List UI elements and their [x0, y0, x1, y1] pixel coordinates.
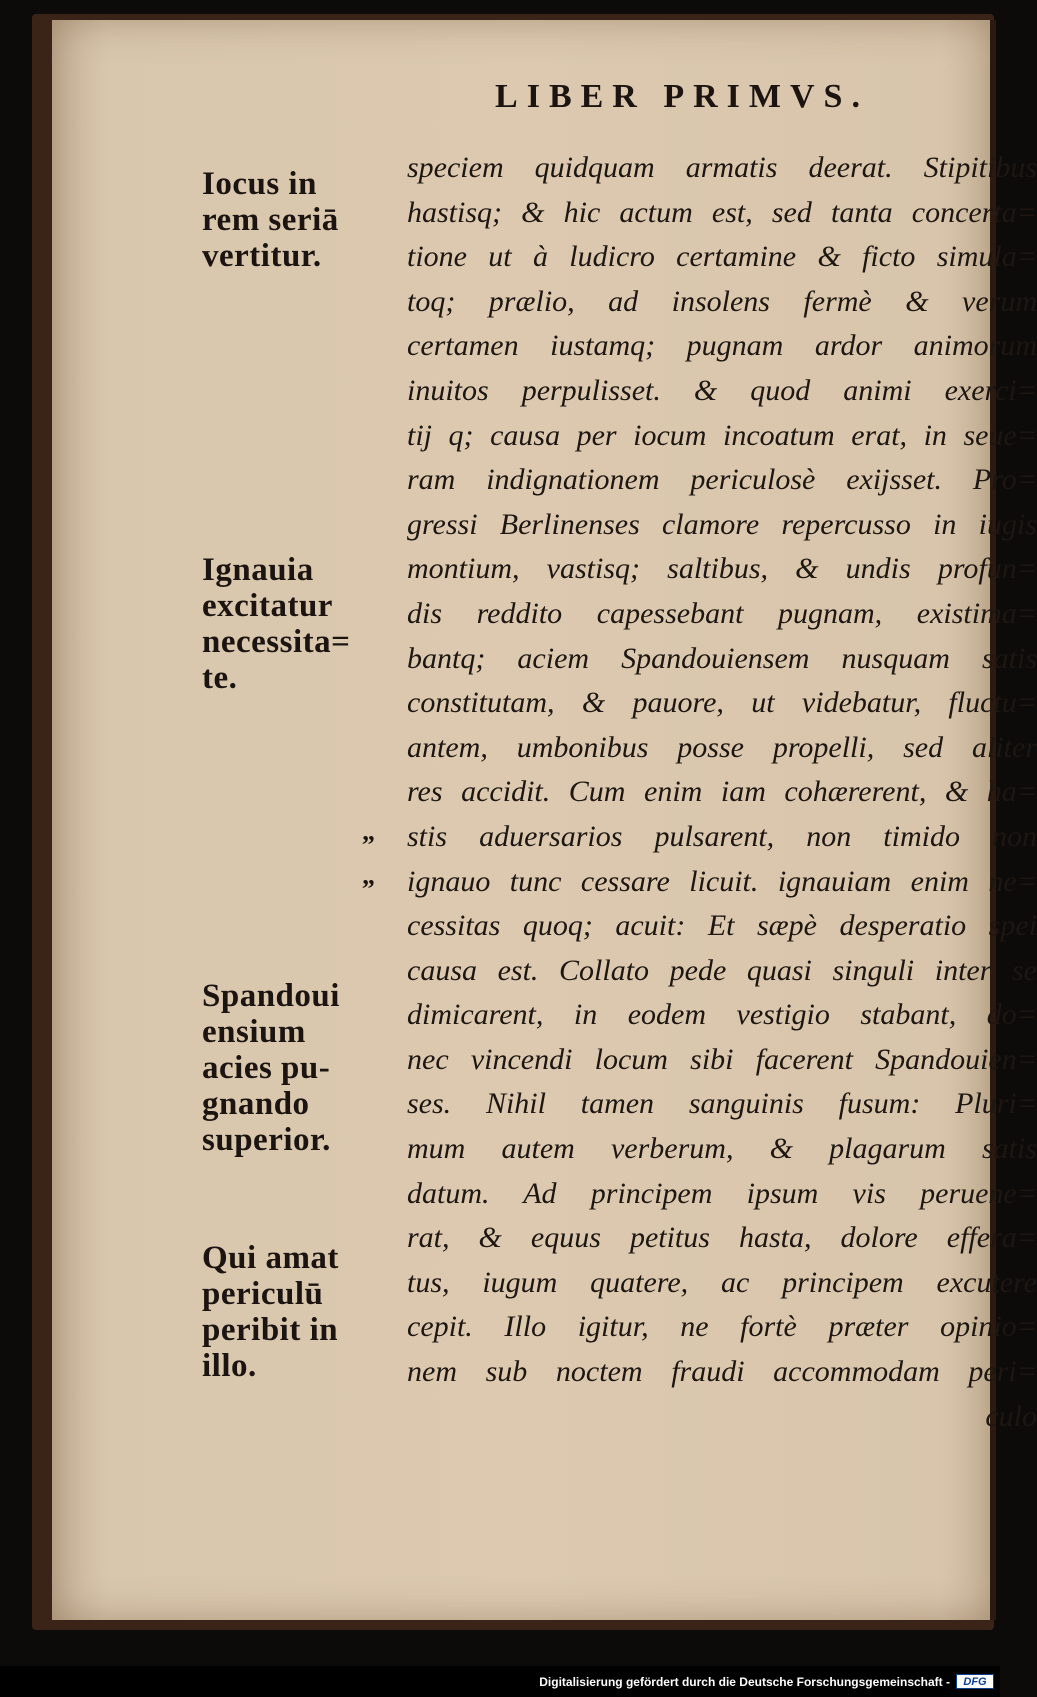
margin-note-line: te. [202, 660, 238, 696]
text-line: antem, umbonibus posse propelli, sed aliter [407, 730, 1037, 764]
text-line: tus, iugum quatere, ac principem excutere [407, 1265, 1037, 1299]
margin-note-line: Spandoui [202, 978, 340, 1014]
running-head: LIBER PRIMVS. [495, 78, 869, 115]
text-line: stis aduersarios pulsarent, non timido non [407, 819, 1037, 853]
text-line: cepit. Illo igitur, ne fortè præter opinio= [407, 1310, 1037, 1344]
text-line: hastisq; & hic actum est, sed tanta concerta= [407, 195, 1037, 229]
footer-bar [0, 1666, 1000, 1697]
text-line: toq; prælio, ad insolens fermè & verum [407, 284, 1037, 318]
margin-note-line: peribit in [202, 1312, 339, 1348]
text-line: gressi Berlinenses clamore repercusso in iugis [407, 507, 1037, 541]
margin-note-line: necessita= [202, 624, 351, 660]
margin-note-line: periculū [202, 1276, 324, 1312]
text-line: res accidit. Cum enim iam cohærerent, & ha= [407, 775, 1037, 809]
margin-note-line: vertitur. [202, 238, 322, 274]
text-line: ram indignationem periculosè exijsset. Pro= [407, 463, 1037, 497]
margin-note-line: Iocus in [202, 166, 317, 202]
text-line: causa est. Collato pede quasi singuli inter se [407, 953, 1037, 987]
text-line: certamen iustamq; pugnam ardor animorum [407, 329, 1037, 363]
text-line: ses. Nihil tamen sanguinis fusum: Pluri= [407, 1087, 1037, 1121]
text-line: inuitos perpulisset. & quod animi exerci= [407, 373, 1037, 407]
text-line: tij q; causa per iocum incoatum erat, in seue= [407, 418, 1037, 452]
text-line: mum autem verberum, & plagarum satis [407, 1132, 1037, 1166]
margin-note-qui-amat [202, 1240, 402, 1384]
margin-note-line: ensium [202, 1014, 306, 1050]
margin-note-line: excitatur [202, 588, 333, 624]
margin-note-line: Ignauia [202, 552, 314, 588]
text-line: nem sub noctem fraudi accommodam peri= [407, 1355, 1037, 1389]
text-line: dis reddito capessebant pugnam, existima= [407, 596, 1037, 630]
text-line: dimicarent, in eodem vestigio stabant, do= [407, 998, 1037, 1032]
book-page [52, 20, 1037, 1620]
margin-note-line: rem seriā [202, 202, 339, 238]
body-text [407, 146, 1037, 1439]
text-line: tione ut à ludicro certamine & ficto simula= [407, 240, 1037, 274]
text-line: nec vincendi locum sibi facerent Spandouien= [407, 1042, 1037, 1076]
text-line: datum. Ad principem ipsum vis peruene= [407, 1176, 1037, 1210]
text-line: cessitas quoq; acuit: Et sæpè desperatio spei [407, 909, 1037, 943]
dfg-logo: DFG [956, 1674, 994, 1689]
margin-note-line: acies pu- [202, 1050, 331, 1086]
text-line: ignauo tunc cessare licuit. ignauiam enim ne= [407, 864, 1037, 898]
margin-note-line: gnando [202, 1086, 310, 1122]
text-line: constitutam, & pauore, ut videbatur, fluctu= [407, 686, 1037, 720]
footer-credit: Digitalisierung gefördert durch die Deutsche Forschungsgemeinschaft - [539, 1675, 950, 1689]
text-line: montium, vastisq; saltibus, & undis profun= [407, 552, 1037, 586]
margin-note-line: illo. [202, 1348, 257, 1384]
quote-mark: „ [362, 817, 375, 846]
margin-note-iocus [202, 166, 402, 274]
text-line: culo [985, 1399, 1037, 1433]
margin-note-spandouiensium [202, 978, 402, 1158]
text-line: speciem quidquam armatis deerat. Stipitibus [407, 151, 1037, 184]
text-line: rat, & equus petitus hasta, dolore effera= [407, 1221, 1037, 1255]
margin-note-line: Qui amat [202, 1240, 339, 1276]
quote-mark: „ [362, 861, 375, 890]
margin-note-line: superior. [202, 1122, 331, 1158]
text-line: bantq; aciem Spandouiensem nusquam satis [407, 641, 1037, 675]
margin-note-ignauia [202, 552, 402, 696]
